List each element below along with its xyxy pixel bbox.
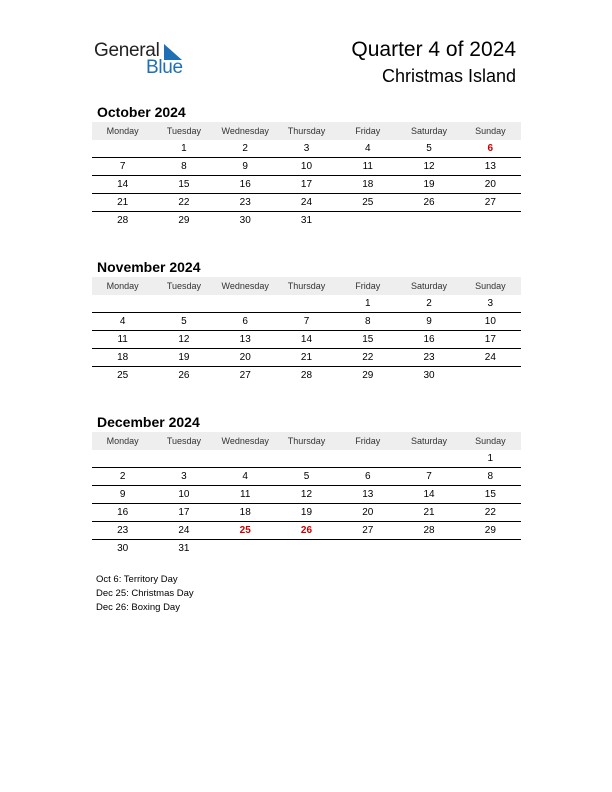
day-cell: 3: [303, 143, 310, 154]
day-cell: 27: [484, 197, 496, 208]
day-cell: 7: [119, 161, 126, 172]
day-cell: 2: [119, 471, 126, 482]
day-cell: 26: [178, 370, 190, 381]
day-cell: 15: [178, 179, 190, 190]
day-cell: 22: [178, 197, 190, 208]
logo-blue-text: Blue: [146, 57, 183, 78]
day-cell: 4: [364, 143, 371, 154]
week-row: [92, 331, 521, 349]
day-cell: 25: [362, 197, 374, 208]
day-cell: [276, 540, 337, 557]
day-cell: 14: [300, 334, 313, 345]
weekday-label: Monday: [106, 436, 139, 446]
day-cell: 19: [178, 352, 190, 363]
day-cell: 9: [119, 489, 126, 500]
weekday-label: Wednesday: [221, 281, 269, 291]
weekday-label: Saturday: [411, 126, 448, 136]
day-cell: 14: [423, 489, 435, 500]
week-row: [92, 522, 521, 540]
day-cell: 4: [119, 316, 126, 327]
day-cell: 21: [117, 197, 129, 208]
day-cell: 19: [423, 179, 435, 190]
day-cell: 14: [117, 179, 129, 190]
weekday-label: Sunday: [475, 126, 506, 136]
day-cell: 13: [484, 161, 496, 172]
holiday-item: Dec 25: Christmas Day: [96, 588, 194, 599]
day-cell: 10: [178, 489, 190, 500]
day-cell: [460, 540, 521, 557]
week-row: [92, 212, 521, 229]
day-cell: 18: [239, 507, 251, 518]
day-cell: 8: [487, 471, 494, 482]
holiday-item: Oct 6: Territory Day: [96, 574, 178, 585]
month-block: [92, 257, 521, 384]
weekday-label: Sunday: [475, 436, 506, 446]
week-row: [92, 158, 521, 176]
weekday-label: Saturday: [411, 281, 448, 291]
weekday-header: [92, 432, 521, 450]
day-cell: 23: [423, 352, 435, 363]
day-cell: 16: [117, 507, 129, 518]
page-subtitle: Christmas Island: [381, 66, 516, 86]
day-cell: [276, 450, 337, 467]
month-block: [92, 102, 521, 229]
page-title: Quarter 4 of 2024: [351, 38, 516, 61]
weekday-label: Monday: [106, 281, 139, 291]
day-cell: [153, 295, 214, 312]
weekday-label: Monday: [106, 126, 139, 136]
day-cell: [398, 212, 459, 229]
day-cell: 29: [362, 370, 374, 381]
weekday-label: Friday: [355, 436, 381, 446]
day-cell: 18: [117, 352, 129, 363]
weekday-label: Tuesday: [166, 281, 202, 291]
week-row: [92, 468, 521, 486]
day-cell: [153, 450, 214, 467]
day-cell: 8: [364, 316, 371, 327]
day-cell: [92, 450, 153, 467]
day-cell: 10: [300, 161, 313, 172]
day-cell: 23: [117, 525, 129, 536]
day-cell: [337, 212, 398, 229]
day-cell: 24: [484, 352, 496, 363]
day-cell: 7: [303, 316, 310, 327]
day-cell: 5: [303, 471, 310, 482]
day-cell: 17: [484, 334, 496, 345]
day-cell: 11: [117, 334, 128, 345]
day-cell: 15: [484, 489, 496, 500]
day-cell: [215, 540, 276, 557]
day-cell: 23: [239, 197, 251, 208]
day-cell: 2: [242, 143, 248, 154]
day-cell: 20: [362, 507, 374, 518]
weekday-label: Tuesday: [166, 126, 202, 136]
weekday-label: Sunday: [475, 281, 506, 291]
day-cell: 22: [484, 507, 496, 518]
day-cell: 21: [423, 507, 435, 518]
day-cell: 25: [239, 525, 251, 536]
week-row: [92, 504, 521, 522]
day-cell: [215, 295, 276, 312]
day-cell: [215, 450, 276, 467]
day-cell: [337, 540, 398, 557]
day-cell: [460, 212, 521, 229]
day-cell: 24: [300, 197, 313, 208]
weekday-label: Tuesday: [166, 436, 202, 446]
week-row: [92, 367, 521, 384]
day-cell: 27: [362, 525, 374, 536]
day-cell: 4: [242, 471, 248, 482]
day-cell: 12: [423, 161, 435, 172]
day-cell: 18: [362, 179, 374, 190]
logo: [94, 40, 194, 80]
day-cell: 28: [117, 215, 129, 226]
day-cell: 26: [423, 197, 435, 208]
day-cell: 6: [242, 316, 248, 327]
day-cell: 5: [181, 316, 187, 327]
weekday-label: Thursday: [287, 436, 326, 446]
day-cell: [337, 450, 398, 467]
week-row: [92, 486, 521, 504]
weekday-header: [92, 277, 521, 295]
day-cell: 1: [487, 453, 494, 464]
day-cell: 29: [178, 215, 190, 226]
day-cell: 16: [423, 334, 435, 345]
day-cell: 9: [242, 161, 248, 172]
day-cell: 5: [426, 143, 432, 154]
weekday-label: Friday: [355, 126, 381, 136]
weekday-label: Thursday: [287, 281, 326, 291]
day-cell: 25: [117, 370, 129, 381]
holiday-list: [96, 573, 194, 615]
day-cell: 17: [178, 507, 190, 518]
weekday-label: Wednesday: [221, 436, 269, 446]
day-cell: 24: [178, 525, 190, 536]
day-cell: 20: [484, 179, 496, 190]
week-row: [92, 313, 521, 331]
week-row: [92, 176, 521, 194]
day-cell: 13: [362, 489, 374, 500]
day-cell: 1: [364, 298, 371, 309]
day-cell: 11: [362, 161, 373, 172]
day-cell: 19: [300, 507, 313, 518]
day-cell: 31: [300, 215, 313, 226]
week-row: [92, 349, 521, 367]
week-row: [92, 450, 521, 468]
day-cell: [92, 295, 153, 312]
day-cell: 2: [426, 298, 432, 309]
day-cell: 30: [239, 215, 251, 226]
day-cell: 30: [117, 543, 129, 554]
day-cell: 1: [181, 143, 187, 154]
holiday-item: Dec 26: Boxing Day: [96, 602, 180, 613]
day-cell: 12: [178, 334, 190, 345]
day-cell: 15: [362, 334, 374, 345]
month-title: November 2024: [97, 259, 201, 275]
month-block: [92, 412, 521, 557]
day-cell: 16: [239, 179, 251, 190]
week-row: [92, 540, 521, 557]
day-cell: 9: [426, 316, 432, 327]
day-cell: 29: [484, 525, 496, 536]
weekday-label: Friday: [355, 281, 381, 291]
day-cell: [398, 450, 459, 467]
day-cell: [460, 367, 521, 384]
logo-general-text: General: [94, 40, 160, 61]
day-cell: 6: [364, 471, 371, 482]
day-cell: 28: [300, 370, 313, 381]
weekday-label: Saturday: [411, 436, 448, 446]
day-cell: 26: [300, 525, 313, 536]
weekday-label: Wednesday: [221, 126, 269, 136]
day-cell: 3: [181, 471, 187, 482]
weekday-header: [92, 122, 521, 140]
day-cell: 31: [178, 543, 190, 554]
weekday-label: Thursday: [287, 126, 326, 136]
month-title: December 2024: [97, 414, 200, 430]
month-title: October 2024: [97, 104, 186, 120]
week-row: [92, 194, 521, 212]
day-cell: 7: [426, 471, 432, 482]
week-row: [92, 140, 521, 158]
day-cell: 17: [300, 179, 313, 190]
day-cell: 13: [239, 334, 251, 345]
day-cell: 6: [487, 143, 494, 154]
day-cell: 8: [181, 161, 187, 172]
day-cell: 3: [487, 298, 494, 309]
day-cell: 20: [239, 352, 251, 363]
day-cell: 21: [300, 352, 313, 363]
week-row: [92, 295, 521, 313]
day-cell: [276, 295, 337, 312]
day-cell: 22: [362, 352, 374, 363]
day-cell: 10: [484, 316, 496, 327]
day-cell: [398, 540, 459, 557]
day-cell: 11: [240, 489, 251, 500]
day-cell: [92, 140, 153, 157]
day-cell: 27: [239, 370, 251, 381]
day-cell: 30: [423, 370, 435, 381]
day-cell: 28: [423, 525, 435, 536]
day-cell: 12: [300, 489, 313, 500]
